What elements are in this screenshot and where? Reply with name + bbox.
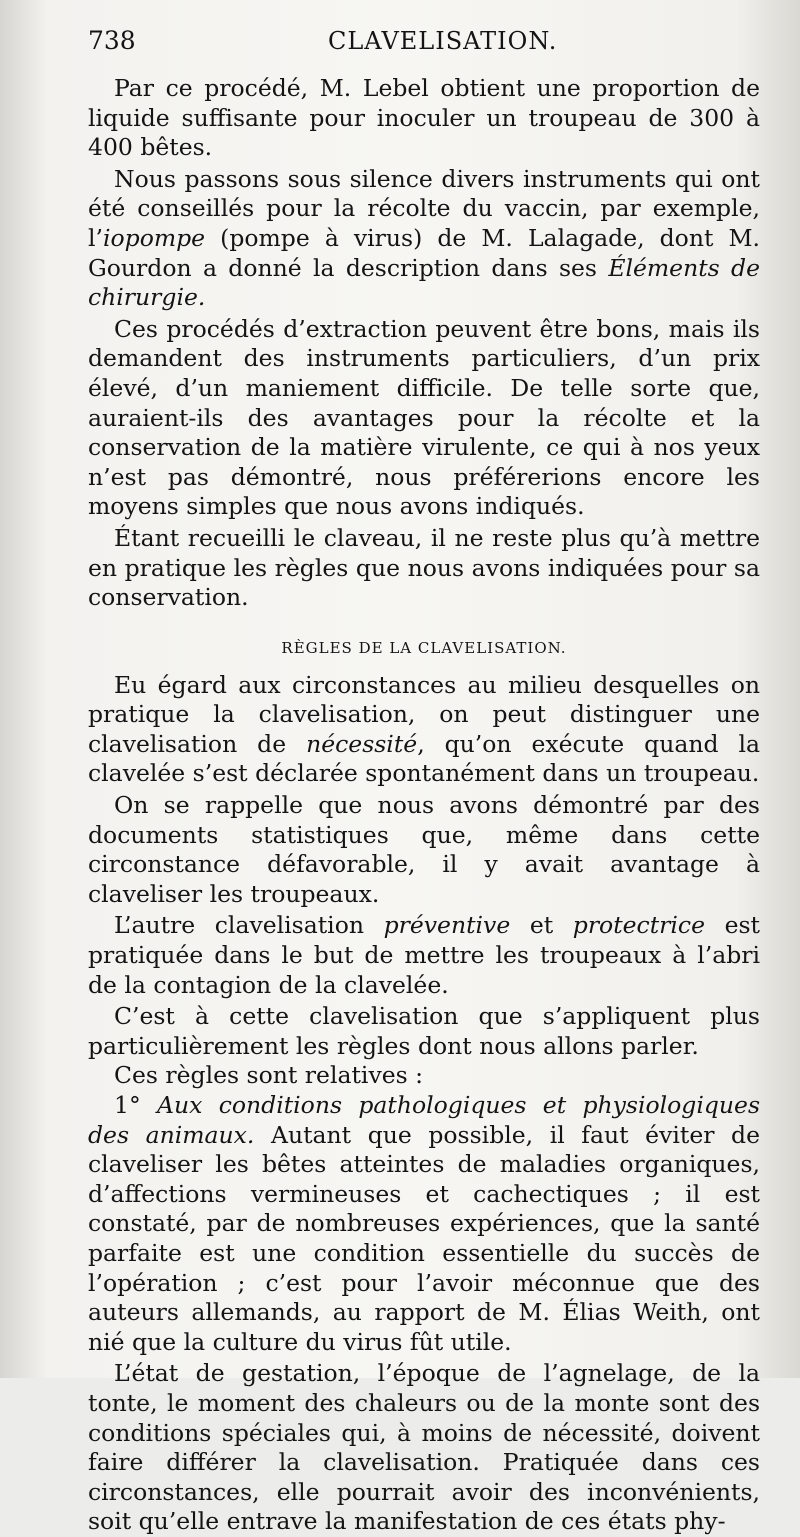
running-head: [88, 26, 760, 60]
text-segment: Autant que possible, il faut éviter de claveliser les bêtes atteintes de maladies organiques, d’affections vermineuses et cachectiques ; il est constaté, par de nombreuses expériences, que la santé parfaite est une condition essentielle du succès de l’opération ; c’est pour l’avoir méconnue que des auteurs allemands, au rapport de M. Élias Weith, ont nié que la culture du virus fût utile.: [88, 1120, 760, 1356]
text-segment: 1°: [114, 1091, 158, 1119]
paragraph: [88, 315, 760, 522]
paragraph: [88, 1061, 760, 1091]
running-title: CLAVELISATION.: [328, 27, 558, 55]
body-text: [88, 74, 760, 1537]
section-heading: RÈGLES DE LA CLAVELISATION.: [281, 638, 567, 657]
book-title: Éléments de chirurgie.: [88, 253, 760, 312]
text-segment: Ces règles sont relatives :: [114, 1061, 424, 1090]
text-segment: C’est à cette clavelisation que s’appliquent plus particulièrement les règles dont nous allons parler.: [88, 1002, 760, 1060]
text-segment: et: [510, 911, 573, 940]
text-segment: Étant recueilli le claveau, il ne reste plus qu’à mettre en pratique les règles que nous avons indiquées pour sa conservation.: [88, 523, 760, 612]
text-segment: Nous passons sous silence divers instruments qui ont été conseillés pour la récolte du vaccin, par exemple, l’: [88, 164, 760, 252]
text-segment: On se rappelle que nous avons démontré par des documents statistiques que, même dans cette circonstance défavorable, il y avait avantage à claveliser les troupeaux.: [88, 791, 760, 908]
text-segment: L’autre clavelisation: [114, 911, 384, 940]
italic-term: préventive: [383, 911, 511, 940]
italic-term: protectrice: [572, 911, 705, 940]
text-segment: Ces procédés d’extraction peuvent être bons, mais ils demandent des instruments particuliers, d’un prix élevé, d’un maniement difficile. De telle sorte que, auraient-ils des avantages pour la récolte et la conservation de la matière virulente, ce qui à nos yeux n’est pas démontré, nous préférerions encore les moyens simples que nous avons indiqués.: [88, 314, 760, 521]
italic-heading: Aux conditions pathologiques et physiologiques des animaux.: [88, 1091, 761, 1149]
text-segment: L’état de gestation, l’époque de l’agnelage, de la tonte, le moment des chaleurs ou de la monte sont des conditions spéciales qui, à moins de nécessité, doivent faire différer la clavelisation. Pratiquée dans ces circonstances, elle pourrait avoir des inconvénients, soit qu’elle entrave la manifestation de ces états phy-: [88, 1359, 760, 1536]
paragraph: [88, 791, 760, 909]
text-segment: , qu’on exécute quand la clavelée s’est déclarée spontanément dans un troupeau.: [88, 729, 761, 788]
page-number: 738: [88, 26, 136, 55]
italic-term: iopompe: [103, 223, 206, 252]
paragraph: [88, 74, 760, 163]
text-segment: Eu égard aux circonstances au milieu desquelles on pratique la clavelisation, on peut distinguer une clavelisation de: [88, 670, 760, 758]
paragraph: [88, 1091, 760, 1357]
paragraph: [88, 1002, 760, 1061]
text-segment: Par ce procédé, M. Lebel obtient une proportion de liquide suffisante pour inoculer un troupeau de 300 à 400 bêtes.: [88, 74, 760, 162]
paragraph: [88, 671, 760, 789]
text-segment: (pompe à virus) de M. Lalagade, dont M. Gourdon a donné la description dans ses: [88, 223, 760, 282]
paragraph: [88, 1359, 760, 1537]
italic-term: nécessité: [306, 729, 418, 758]
paragraph: [88, 524, 760, 613]
paragraph: [88, 911, 760, 1000]
text-segment: est pratiquée dans le but de mettre les troupeaux à l’abri de la contagion de la clavelée.: [88, 911, 760, 999]
paragraph: [88, 165, 760, 313]
